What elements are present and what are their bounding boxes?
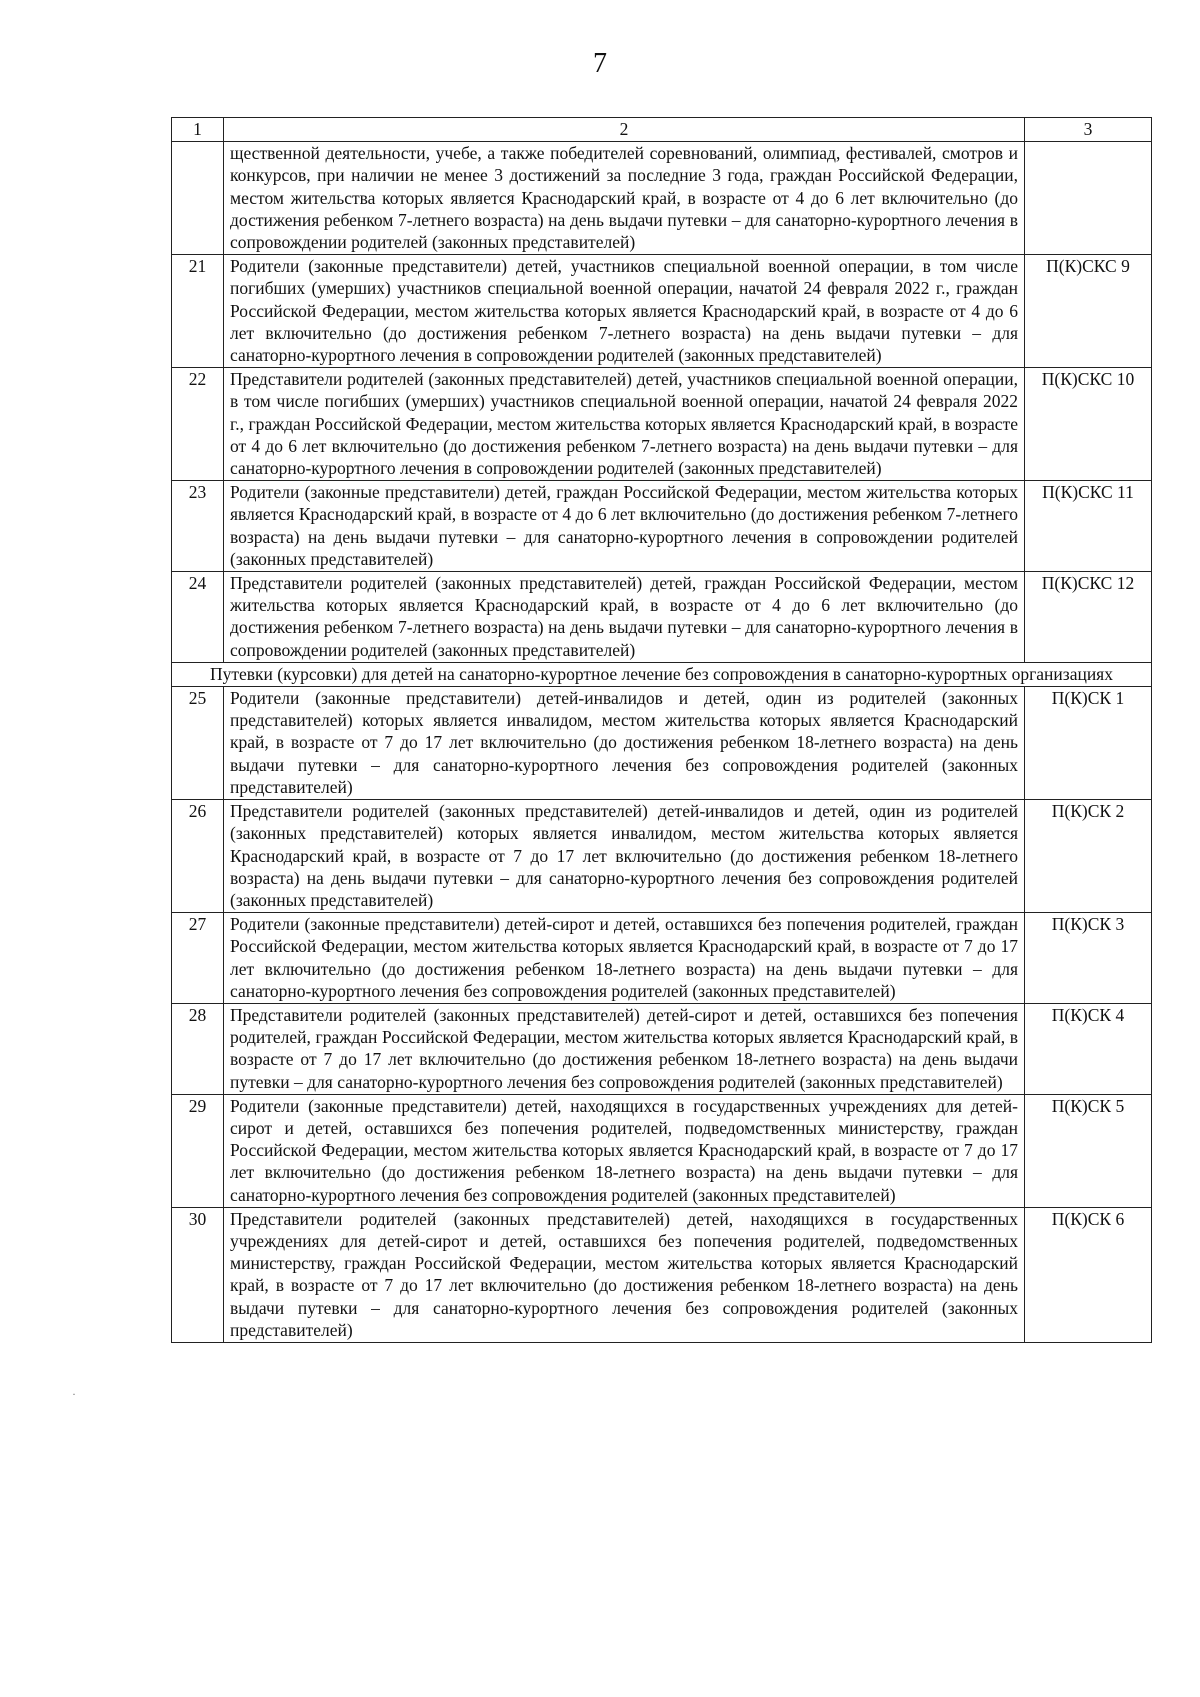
row-number: 22 xyxy=(172,368,224,481)
row-code: П(К)СК 6 xyxy=(1025,1207,1152,1342)
column-header-3: 3 xyxy=(1025,118,1152,142)
row-number: 26 xyxy=(172,800,224,913)
table-row xyxy=(172,913,1152,1004)
row-description: Родители (законные представители) детей-сирот и детей, оставшихся без попечения родителей, граждан Российской Федерации, местом жительства которых является Краснодарский край, в возрасте от 7 до 17 лет включительно (до достижения ребенком 18-летнего возраста) на день выдачи путевки – для санаторно-курортного лечения без сопровождения родителей (законных представителей) xyxy=(224,913,1025,1004)
row-code: П(К)СКС 10 xyxy=(1025,368,1152,481)
row-number: 29 xyxy=(172,1094,224,1207)
row-code: П(К)СК 2 xyxy=(1025,800,1152,913)
table-row xyxy=(172,368,1152,481)
row-number: 28 xyxy=(172,1003,224,1094)
row-code: П(К)СКС 11 xyxy=(1025,481,1152,572)
benefit-categories-table xyxy=(171,117,1152,1343)
row-description: Представители родителей (законных представителей) детей, находящихся в государственных учреждениях для детей-сирот и детей, оставшихся без попечения родителей, подведомственных министерству, граждан Российской Федерации, местом жительства которых является Краснодарский край, в возрасте от 7 до 17 лет включительно (до достижения ребенком 18-летнего возраста) на день выдачи путевки – для санаторно-курортного лечения без сопровождения родителей (законных представителей) xyxy=(224,1207,1025,1342)
table-body-unaccompanied xyxy=(172,687,1152,1343)
table-row xyxy=(172,1003,1152,1094)
row-number: 27 xyxy=(172,913,224,1004)
column-header-2: 2 xyxy=(224,118,1025,142)
row-description: Родители (законные представители) детей, граждан Российской Федерации, местом жительства которых является Краснодарский край, в возрасте от 4 до 6 лет включительно (до достижения ребенком 7-летнего возраста) на день выдачи путевки – для санаторно-курортного лечения в сопровождении родителей (законных представителей) xyxy=(224,481,1025,572)
table-row xyxy=(172,1207,1152,1342)
section-heading-row xyxy=(172,662,1152,686)
row-description: щественной деятельности, учебе, а также победителей соревнований, олимпиад, фестивалей, смотров и конкурсов, при наличии не менее 3 достижений за последние 3 года, граждан Российской Федерации, местом жительства которых является Краснодарский край, в возрасте от 4 до 6 лет включительно (до достижения ребенком 7-летнего возраста) на день выдачи путевки – для санаторно-курортного лечения в сопровождении родителей (законных представителей) xyxy=(224,142,1025,255)
row-code: П(К)СКС 9 xyxy=(1025,255,1152,368)
row-number: 30 xyxy=(172,1207,224,1342)
row-code: П(К)СК 3 xyxy=(1025,913,1152,1004)
table-row-continuation xyxy=(172,142,1152,255)
row-number: 24 xyxy=(172,572,224,663)
table-row xyxy=(172,1094,1152,1207)
row-code: П(К)СК 1 xyxy=(1025,687,1152,800)
row-number: 21 xyxy=(172,255,224,368)
table-body-accompanied xyxy=(172,142,1152,663)
table-row xyxy=(172,255,1152,368)
row-number xyxy=(172,142,224,255)
row-description: Родители (законные представители) детей, находящихся в государственных учреждениях для детей-сирот и детей, оставшихся без попечения родителей, подведомственных министерству, граждан Российской Федерации, местом жительства которых является Краснодарский край, в возрасте от 7 до 17 лет включительно (до достижения ребенком 18-летнего возраста) на день выдачи путевки – для санаторно-курортного лечения без сопровождения родителей (законных представителей) xyxy=(224,1094,1025,1207)
scan-speck: · xyxy=(72,1387,76,1401)
table-row xyxy=(172,800,1152,913)
row-number: 23 xyxy=(172,481,224,572)
row-code xyxy=(1025,142,1152,255)
table-row xyxy=(172,481,1152,572)
row-description: Представители родителей (законных представителей) детей, участников специальной военной операции, в том числе погибших (умерших) участников специальной военной операции, начатой 24 февраля 2022 г., граждан Российской Федерации, местом жительства которых является Краснодарский край, в возрасте от 4 до 6 лет включительно (до достижения ребенком 7-летнего возраста) на день выдачи путевки – для санаторно-курортного лечения в сопровождении родителей (законных представителей) xyxy=(224,368,1025,481)
row-code: П(К)СКС 12 xyxy=(1025,572,1152,663)
column-number-header-row xyxy=(172,118,1152,142)
column-header-1: 1 xyxy=(172,118,224,142)
row-description: Родители (законные представители) детей, участников специальной военной операции, в том числе погибших (умерших) участников специальной военной операции, начатой 24 февраля 2022 г., граждан Российской Федерации, местом жительства которых является Краснодарский край, в возрасте от 4 до 6 лет включительно (до достижения ребенком 7-летнего возраста) на день выдачи путевки – для санаторно-курортного лечения в сопровождении родителей (законных представителей) xyxy=(224,255,1025,368)
table-body-section xyxy=(172,662,1152,686)
row-code: П(К)СК 5 xyxy=(1025,1094,1152,1207)
row-description: Представители родителей (законных представителей) детей, граждан Российской Федерации, местом жительства которых является Краснодарский край, в возрасте от 4 до 6 лет включительно (до достижения ребенком 7-летнего возраста) на день выдачи путевки – для санаторно-курортного лечения в сопровождении родителей (законных представителей) xyxy=(224,572,1025,663)
table-row xyxy=(172,687,1152,800)
row-description: Представители родителей (законных представителей) детей-инвалидов и детей, один из родителей (законных представителей) которых является инвалидом, местом жительства которых является Краснодарский край, в возрасте от 7 до 17 лет включительно (до достижения ребенком 18-летнего возраста) на день выдачи путевки – для санаторно-курортного лечения без сопровождения родителей (законных представителей) xyxy=(224,800,1025,913)
page-number: 7 xyxy=(593,48,607,79)
row-description: Представители родителей (законных представителей) детей-сирот и детей, оставшихся без попечения родителей, граждан Российской Федерации, местом жительства которых является Краснодарский край, в возрасте от 7 до 17 лет включительно (до достижения ребенком 18-летнего возраста) на день выдачи путевки – для санаторно-курортного лечения без сопровождения родителей (законных представителей) xyxy=(224,1003,1025,1094)
table-row xyxy=(172,572,1152,663)
row-description: Родители (законные представители) детей-инвалидов и детей, один из родителей (законных представителей) которых является инвалидом, местом жительства которых является Краснодарский край, в возрасте от 7 до 17 лет включительно (до достижения ребенком 18-летнего возраста) на день выдачи путевки – для санаторно-курортного лечения без сопровождения родителей (законных представителей) xyxy=(224,687,1025,800)
row-code: П(К)СК 4 xyxy=(1025,1003,1152,1094)
row-number: 25 xyxy=(172,687,224,800)
section-heading: Путевки (курсовки) для детей на санаторно-курортное лечение без сопровождения в санаторно-курортных организациях xyxy=(172,662,1152,686)
